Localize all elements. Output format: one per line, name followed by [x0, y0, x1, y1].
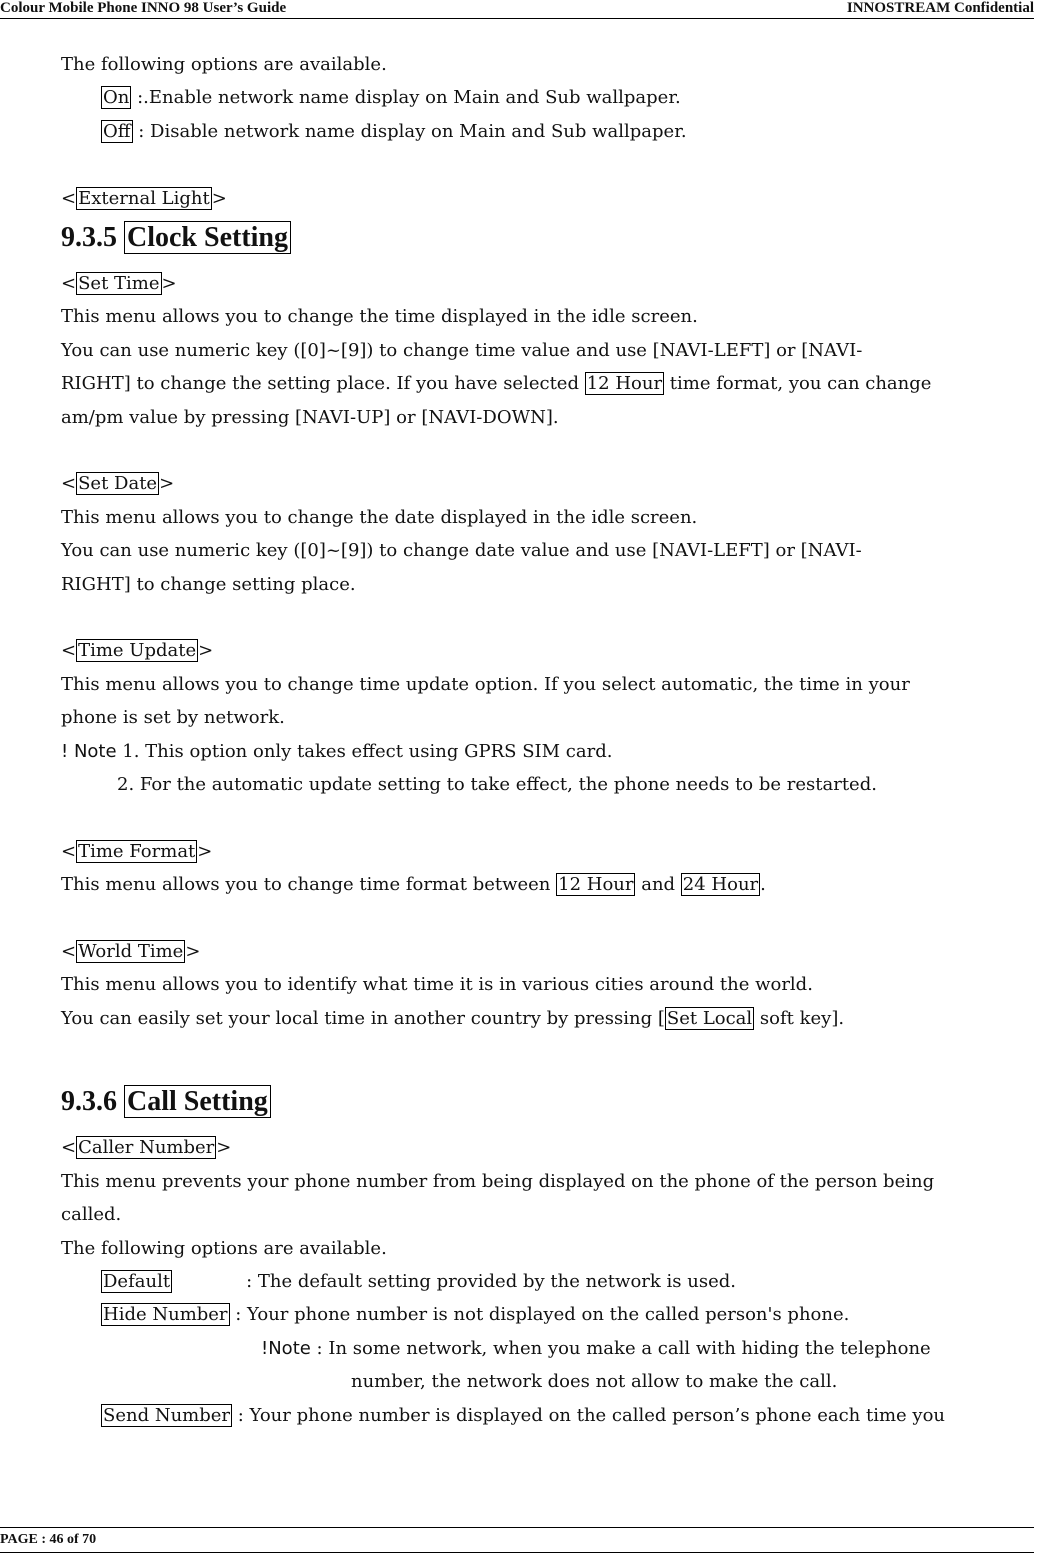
set-time-label: Set Time: [78, 273, 160, 295]
option-on-desc: :.Enable network name display on Main and Sub wallpaper.: [131, 87, 681, 109]
menu-world-time: < World Time >: [61, 941, 201, 963]
external-light-label: External Light: [78, 187, 210, 209]
document-body: [61, 48, 1041, 1432]
time-format-line-1: [61, 868, 1041, 901]
page-number: PAGE : 46 of 70: [0, 1528, 1034, 1553]
world-time-end: soft key].: [754, 1007, 845, 1029]
options-intro: The following options are available.: [61, 54, 387, 75]
format-12-hour: 12 Hour: [558, 874, 634, 896]
set-time-line-3b: time format, you can change: [664, 373, 932, 395]
option-on: [61, 81, 1041, 114]
time-update-line-2: phone is set by network.: [61, 707, 285, 729]
world-time-text: You can easily set your local time in another country by pressing [: [61, 1007, 665, 1029]
twelve-hour-label: 12 Hour: [586, 373, 663, 395]
hide-number-desc: : Your phone number is not displayed on the called person's phone.: [229, 1304, 850, 1326]
header-title: Colour Mobile Phone INNO 98 User’s Guide: [0, 0, 287, 16]
header-confidential: INNOSTREAM Confidential: [846, 0, 1034, 16]
menu-set-time: < Set Time >: [61, 273, 177, 295]
set-local-softkey: Set Local: [666, 1007, 753, 1029]
call-section-number: 9.3.6: [61, 1086, 124, 1118]
clock-section-number: 9.3.5: [61, 222, 124, 254]
menu-external-light: < External Light >: [61, 187, 227, 209]
time-format-text: This menu allows you to change time format between: [61, 874, 557, 896]
hide-note-text-1: : In some network, when you make a call with hiding the telephone: [310, 1337, 931, 1359]
hide-note-2: number, the network does not allow to make the call.: [351, 1371, 838, 1393]
set-date-line-2: You can use numeric key ([0]~[9]) to change date value and use [NAVI-LEFT] or [NAVI-: [61, 540, 862, 562]
option-hide-number: [61, 1298, 1041, 1331]
option-default: [61, 1265, 1041, 1298]
time-update-note-2: 2. For the automatic update setting to take effect, the phone needs to be restarted.: [117, 774, 877, 796]
clock-section-title: Clock Setting: [124, 221, 291, 254]
option-off-label: Off: [103, 120, 131, 142]
menu-time-format: < Time Format >: [61, 840, 213, 862]
default-desc: : The default setting provided by the network is used.: [246, 1270, 736, 1292]
send-number-label: Send Number: [103, 1404, 231, 1426]
note-label: ! Note: [61, 740, 117, 762]
world-time-label: World Time: [78, 941, 184, 963]
option-on-label: On: [103, 87, 130, 109]
set-time-line-4: am/pm value by pressing [NAVI-UP] or [NAVI-DOWN].: [61, 406, 559, 428]
default-label: Default: [103, 1270, 171, 1292]
set-time-line-3a: RIGHT] to change the setting place. If you have selected: [61, 373, 585, 395]
hide-note-label: !Note: [261, 1337, 311, 1359]
note-text-1: 1. This option only takes effect using GPRS SIM card.: [116, 740, 613, 762]
set-date-line-1: This menu allows you to change the date displayed in the idle screen.: [61, 506, 698, 528]
menu-set-date: < Set Date >: [61, 473, 175, 495]
time-format-and: and: [635, 874, 681, 896]
send-number-desc: : Your phone number is displayed on the called person’s phone each time you: [232, 1404, 946, 1426]
option-off-desc: : Disable network name display on Main and Sub wallpaper.: [132, 120, 687, 142]
set-time-line-1: This menu allows you to change the time displayed in the idle screen.: [61, 306, 698, 328]
set-time-line-2: You can use numeric key ([0]~[9]) to change time value and use [NAVI-LEFT] or [NAVI-: [61, 339, 863, 361]
caller-line-2: called.: [61, 1204, 122, 1226]
menu-time-update: < Time Update >: [61, 640, 214, 662]
section-heading-clock: [61, 221, 1041, 255]
caller-line-3: The following options are available.: [61, 1237, 387, 1259]
option-off: [61, 115, 1041, 148]
time-update-note-1: [61, 735, 1041, 768]
hide-note-1: [61, 1332, 1041, 1365]
page-footer: [0, 1527, 1034, 1553]
time-update-label: Time Update: [78, 640, 197, 662]
time-format-end: .: [760, 874, 766, 896]
set-time-line-3: [61, 367, 1041, 400]
caller-number-label: Caller Number: [78, 1137, 215, 1159]
menu-caller-number: < Caller Number >: [61, 1137, 232, 1159]
set-date-label: Set Date: [78, 473, 158, 495]
set-date-line-3: RIGHT] to change setting place.: [61, 573, 356, 595]
world-time-line-1: This menu allows you to identify what time it is in various cities around the world.: [61, 974, 813, 996]
format-24-hour: 24 Hour: [682, 874, 759, 896]
hide-number-label: Hide Number: [103, 1304, 228, 1326]
time-format-label: Time Format: [78, 840, 196, 862]
call-section-title: Call Setting: [124, 1085, 271, 1118]
caller-line-1: This menu prevents your phone number from being displayed on the phone of the person being: [61, 1170, 935, 1192]
section-heading-call: [61, 1085, 1041, 1119]
world-time-line-2: [61, 1002, 1041, 1035]
time-update-line-1: This menu allows you to change time update option. If you select automatic, the time in your: [61, 673, 910, 695]
page-header: [0, 0, 1034, 19]
option-send-number: [61, 1399, 1041, 1432]
